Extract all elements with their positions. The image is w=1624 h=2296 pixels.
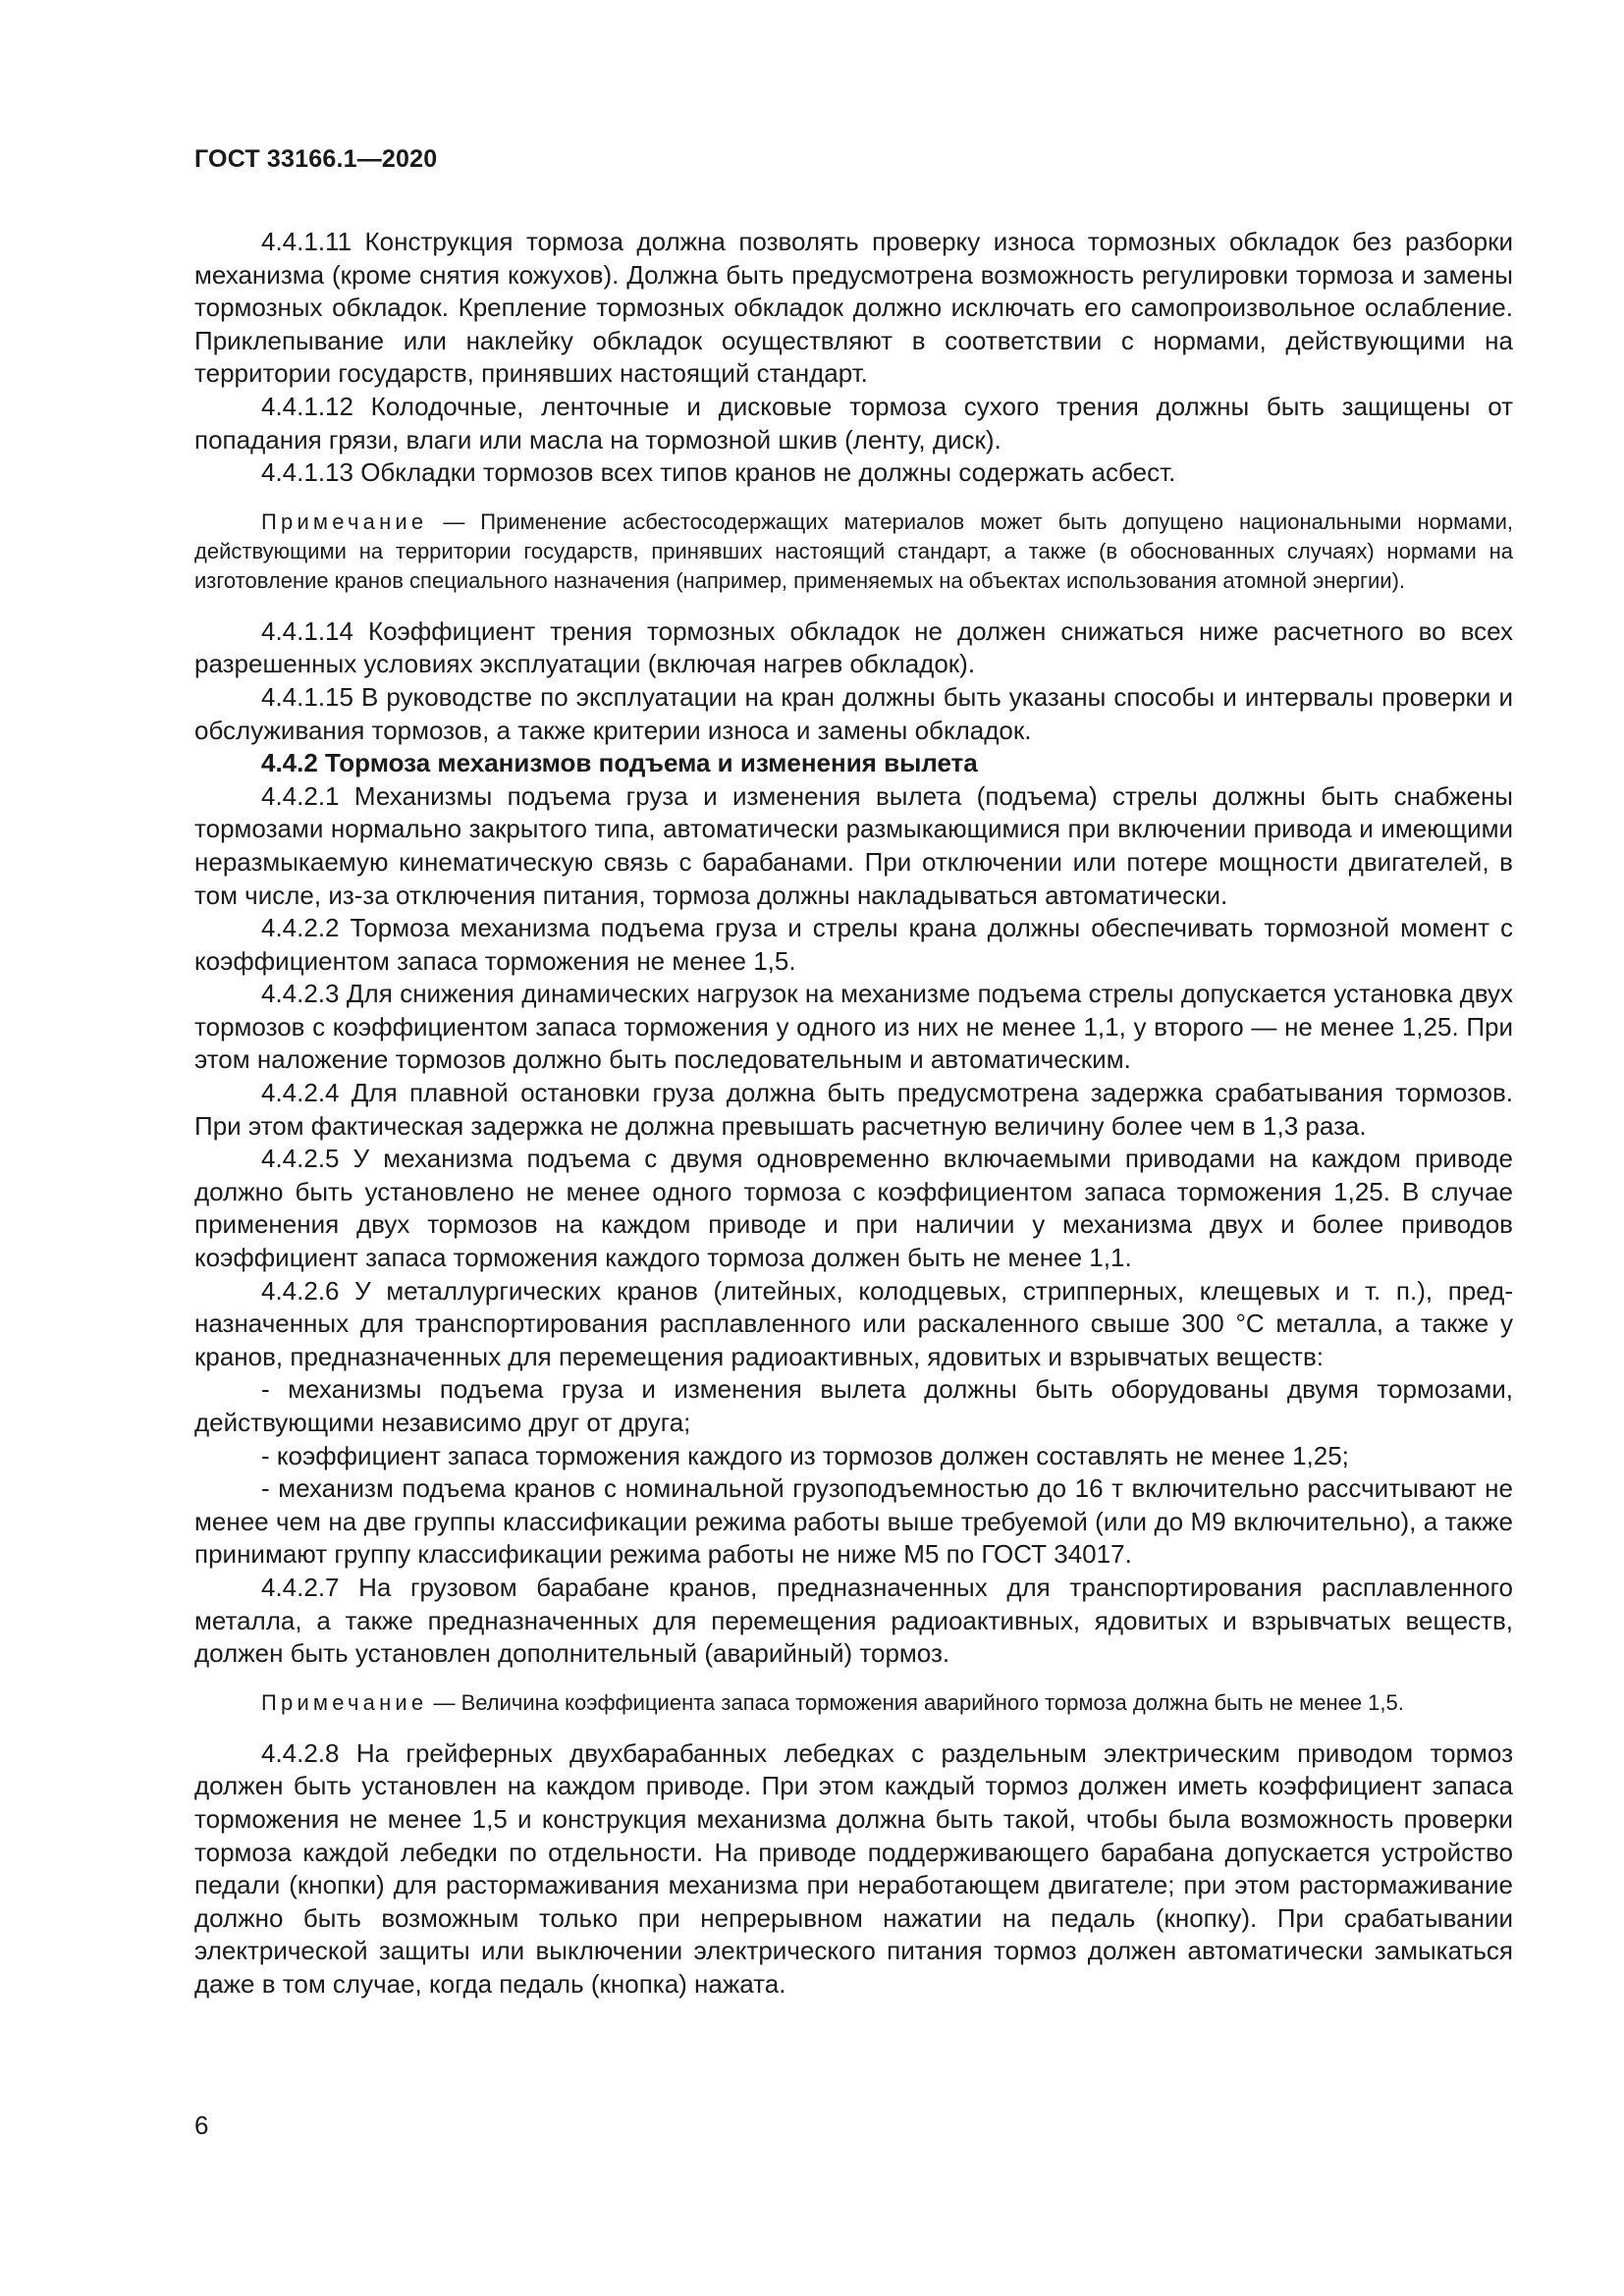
- list-item: - коэффициент запаса торможения каждого из тормозов должен составлять не менее 1,25;: [261, 1440, 1349, 1470]
- clause-4-4-1-12: 4.4.1.12 Колодочные, ленточные и дисковые тормоза сухого трения должны быть защищены от попадания грязи, влаги или масла на тормозной шкив (ленту, диск).: [194, 391, 1513, 454]
- clause-4-4-2-4: 4.4.2.4 Для плавной остановки груза должна быть предусмотрена задержка срабатывания тормозов. При этом фактическая задержка не должна превышать расчетную величину более чем в 1,3 раза.: [194, 1078, 1513, 1141]
- list-item: - механизм подъема кранов с номинальной грузоподъемностью до 16 т включительно рассчитывают не менее чем на две группы классификации режима работы выше требуемой (или до М9 включительно), а также принимают группу классификации режима работы не ниже М5 по ГОСТ 34017.: [194, 1473, 1513, 1570]
- note-label: Примечание: [261, 508, 428, 534]
- list-item: - механизмы подъема груза и изменения вылета должны быть оборудованы двумя тормозами, действующими независимо друг от друга;: [194, 1374, 1513, 1437]
- clause-4-4-2-7: 4.4.2.7 На грузовом барабане кранов, предназначенных для транспортирования расплавленного металла, а также предназначенных для перемещения радиоактивных, ядовитых и взрывчатых веществ, должен быть установлен дополнительный (аварийный) тормоз.: [194, 1572, 1513, 1669]
- note-label: Примечание: [261, 1689, 428, 1715]
- clause-4-4-2-6: 4.4.2.6 У металлургических кранов (литейных, колодцевых, стрипперных, клещевых и т. п.), предназначенных для транспортирования расплавленного или раскаленного свыше 300 °С металла, а также у кранов, предназначенных для перемещения радиоактивных, ядовитых и взрывчатых веществ:: [194, 1275, 1513, 1371]
- clause-4-4-2-1: 4.4.2.1 Механизмы подъема груза и изменения вылета (подъема) стрелы должны быть снабжены тормозами нормально закрытого типа, автоматически размыкающимися при включении привода и имеющими неразмыкаемую кинематическую связь с барабанами. При отключении или потере мощности двигателей, в том числе, из-за отключения питания, тормоза должны накладываться автоматически.: [194, 780, 1513, 910]
- document-header: ГОСТ 33166.1—2020: [194, 145, 438, 173]
- section-heading: 4.4.2 Тормоза механизмов подъема и изменения вылета: [261, 748, 978, 778]
- note-text: — Применение асбестосодержащих материалов может быть допущено национальными нормами, действующими на территории государств, принявших настоящий стандарт, а также (в обоснованных случаях) нормами на изготовление кранов специального назначения (например, применяемых на объектах использования атомной энергии).: [194, 508, 1513, 593]
- clause-4-4-1-14: 4.4.1.14 Коэффициент трения тормозных обкладок не должен снижаться ниже расчетного во всех разрешенных условиях эксплуатации (включая нагрев обкладок).: [194, 615, 1513, 679]
- note-asbestos: [194, 507, 1513, 596]
- clause-4-4-2-3: 4.4.2.3 Для снижения динамических нагрузок на механизме подъема стрелы допускается установка двух тормозов с коэффициентом запаса торможения у одного из них не менее 1,1, у второго — не менее 1,25. При этом наложение тормозов должно быть последовательным и автоматическим.: [194, 979, 1513, 1075]
- clause-4-4-2-8: 4.4.2.8 На грейферных двухбарабанных лебедках с раздельным электрическим приводом тормоз должен быть установлен на каждом приводе. При этом каждый тормоз должен иметь коэффициент запаса торможения не менее 1,5 и конструкция механизма должна быть такой, чтобы была возможность проверки тормоза каждой лебедки по отдельности. На приводе поддерживающего барабана допускается устройство педали (кнопки) для растормаживания механизма при неработающем двигателе; при этом растормаживание должно быть возможным только при непрерывном нажатии на педаль (кнопку). При срабатывании электрической защиты или выключении электрического питания тормоз должен автоматически замыкаться даже в том случае, когда педаль (кнопка) нажата.: [194, 1737, 1513, 1999]
- note-emergency-brake: [194, 1688, 1513, 1718]
- clause-4-4-1-11: 4.4.1.11 Конструкция тормоза должна позволять проверку износа тормозных обкладок без разборки механизма (кроме снятия кожухов). Должна быть предусмотрена возможность регулировки тормоза и замены тормозных обкладок. Крепление тормозных обкладок должно исключать его самопроизвольное ослабление. Приклепывание или наклейку обкладок осуществляют в соответствии с нормами, действующими на территории государств, принявших настоящий стандарт.: [194, 227, 1513, 389]
- note-text: — Величина коэффициента запаса торможения аварийного тормоза должна быть не менее 1,5.: [427, 1689, 1404, 1715]
- page-number: 6: [194, 2110, 209, 2140]
- clause-4-4-1-13: 4.4.1.13 Обкладки тормозов всех типов кранов не должны содержать асбест.: [261, 457, 1176, 488]
- document-body: [194, 226, 1513, 2002]
- clause-4-4-2-2: 4.4.2.2 Тормоза механизма подъема груза и стрелы крана должны обеспечивать тормозной момент с коэффициентом запаса торможения не менее 1,5.: [194, 913, 1513, 976]
- clause-4-4-1-15: 4.4.1.15 В руководстве по эксплуатации на кран должны быть указаны способы и интервалы проверки и обслуживания тормозов, а также критерии износа и замены обкладок.: [194, 681, 1513, 745]
- clause-4-4-2-5: 4.4.2.5 У механизма подъема с двумя одновременно включаемыми приводами на каждом приводе должно быть установлено не менее одного тормоза с коэффициентом запаса торможения 1,25. В случае применения двух тормозов на каждом приводе и при наличии у механизма двух и более приводов коэффициент запаса торможения каждого тормоза должен быть не менее 1,1.: [194, 1144, 1513, 1273]
